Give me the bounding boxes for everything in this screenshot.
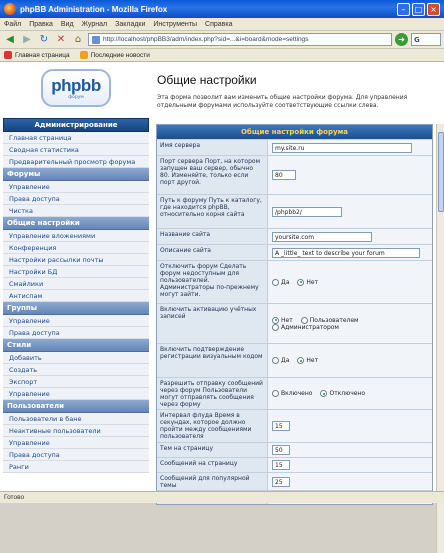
scroll-thumb[interactable]	[438, 132, 444, 212]
bookmark-home[interactable]	[4, 51, 70, 59]
row-email-form	[157, 377, 432, 409]
sidebar-link[interactable]: Чистка	[3, 205, 149, 217]
radio-button[interactable]	[301, 317, 308, 324]
radio-button[interactable]	[272, 279, 279, 286]
back-arrow-icon[interactable]: ◀	[6, 34, 14, 45]
radio-button[interactable]	[272, 390, 279, 397]
sidebar-link[interactable]: Экспорт	[3, 376, 149, 388]
field-label: Сообщений для популярной темы	[157, 473, 268, 490]
sidebar-link[interactable]: Права доступа	[3, 327, 149, 339]
bookmark-news[interactable]	[80, 51, 150, 59]
domain-input[interactable]: my.site.ru	[272, 143, 412, 153]
firefox-icon	[4, 3, 16, 15]
close-button[interactable]: ×	[427, 3, 440, 16]
sidebar-link[interactable]: Пользователи в бане	[3, 413, 149, 425]
main-content	[153, 62, 436, 491]
sidebar-link[interactable]: Ранги	[3, 461, 149, 473]
row-activation	[157, 303, 432, 343]
navigation-toolbar	[0, 31, 444, 49]
search-input[interactable]	[411, 33, 441, 46]
sidebar-link[interactable]: Предварительный просмотр форума	[3, 156, 149, 168]
site-desc-input[interactable]: A _little_ text to describe your forum	[272, 248, 420, 258]
sidebar-link[interactable]: Неактивные пользователи	[3, 425, 149, 437]
reload-icon[interactable]: ↻	[39, 34, 49, 45]
sidebar-link[interactable]: Смайлики	[3, 278, 149, 290]
visual-confirm-radio-group	[268, 344, 432, 377]
sidebar-section-header: Стили	[3, 339, 149, 352]
activation-radio-group	[268, 304, 432, 343]
sidebar-link[interactable]: Конференция	[3, 242, 149, 254]
row-hot-threshold	[157, 472, 432, 490]
status-text: Готово	[4, 494, 25, 501]
field-label: Интервал флуда Время в секундах, которое должно пройти между сообщениями пользователя	[157, 410, 268, 442]
menu-bookmarks[interactable]: Закладки	[115, 20, 146, 28]
row-site-desc	[157, 244, 432, 260]
menu-tools[interactable]: Инструменты	[153, 20, 198, 28]
field-label: Название сайта	[157, 229, 268, 244]
field-label: Отключить форум Сделать форум недоступным для пользователей. Администраторы по-прежнему могут зайти.	[157, 261, 268, 303]
row-script-path	[157, 194, 432, 228]
disable-radio-group	[268, 261, 432, 303]
field-label: Включить активацию учётных записей	[157, 304, 268, 343]
sidebar-link[interactable]: Права доступа	[3, 193, 149, 205]
radio-option[interactable]: Администратором	[272, 324, 339, 331]
bookmark-label: Главная страница	[15, 51, 70, 59]
radio-option[interactable]: Пользователем	[301, 317, 359, 324]
sidebar-link[interactable]: Настройки рассылки почты	[3, 254, 149, 266]
url-text: http://localhost/phpBB3/adm/index.php?sid=...&i=board&mode=settings	[103, 36, 309, 43]
radio-button[interactable]	[272, 324, 279, 331]
radio-option[interactable]: Да	[272, 279, 289, 286]
google-icon: G	[414, 35, 420, 44]
minimize-button[interactable]: –	[397, 3, 410, 16]
bookmark-label: Последние новости	[90, 51, 150, 59]
url-bar[interactable]	[88, 33, 392, 46]
field-label: Описание сайта	[157, 245, 268, 260]
sidebar-link[interactable]: Антиспам	[3, 290, 149, 302]
flood-interval-input[interactable]: 15	[272, 421, 290, 431]
menu-file[interactable]: Файл	[4, 20, 22, 28]
sidebar-nav-list	[3, 132, 149, 473]
sidebar-link[interactable]: Управление	[3, 181, 149, 193]
sidebar-link[interactable]: Настройки БД	[3, 266, 149, 278]
sidebar-link[interactable]: Управление	[3, 388, 149, 400]
row-disable	[157, 260, 432, 303]
page-viewport	[0, 62, 444, 491]
sidebar-link[interactable]: Управление	[3, 315, 149, 327]
phpbb-logo[interactable]: phpbb форум	[41, 69, 111, 107]
radio-button[interactable]	[297, 357, 304, 364]
forward-arrow-icon[interactable]: ▶	[23, 34, 31, 45]
field-label: Включить подтверждение регистрации визуальным кодом	[157, 344, 268, 377]
sidebar-link[interactable]: Добавить	[3, 352, 149, 364]
window-titlebar	[0, 0, 444, 18]
sidebar-section-header: Группы	[3, 302, 149, 315]
sidebar-link[interactable]: Права доступа	[3, 449, 149, 461]
bookmarks-toolbar	[0, 49, 444, 62]
rss-icon	[80, 51, 88, 59]
row-topics-per-page	[157, 442, 432, 457]
row-visual-confirm	[157, 343, 432, 377]
sidebar-link[interactable]: Управление вложениями	[3, 230, 149, 242]
menu-bar	[0, 18, 444, 31]
row-domain	[157, 139, 432, 155]
row-flood-interval	[157, 409, 432, 442]
email-form-radio-group	[268, 378, 432, 409]
settings-form	[156, 124, 433, 505]
radio-option[interactable]: Да	[272, 357, 289, 364]
field-label: Имя сервера	[157, 140, 268, 155]
port-input[interactable]: 80	[272, 170, 296, 180]
radio-option[interactable]: Нет	[272, 317, 293, 324]
radio-option[interactable]: Нет	[297, 357, 318, 364]
radio-option[interactable]: Нет	[297, 279, 318, 286]
radio-button[interactable]	[272, 357, 279, 364]
topics-per-page-input[interactable]: 50	[272, 445, 290, 455]
row-port	[157, 155, 432, 194]
field-label: Порт сервера Порт, на котором запущен ваш сервер, обычно 80. Изменяйте, только если порт другой.	[157, 156, 268, 194]
sidebar-link[interactable]: Сводная статистика	[3, 144, 149, 156]
stop-icon[interactable]: ✕	[56, 34, 66, 45]
menu-edit[interactable]: Правка	[29, 20, 53, 28]
sidebar-link[interactable]: Создать	[3, 364, 149, 376]
go-arrow-icon[interactable]: ➜	[395, 33, 408, 46]
field-label: Сообщений на страницу	[157, 458, 268, 472]
field-label: Путь к форуму Путь к каталогу, где находится phpBB, относительно корня сайта	[157, 195, 268, 228]
menu-view[interactable]: Вид	[60, 20, 74, 28]
row-sitename	[157, 228, 432, 244]
radio-button[interactable]	[297, 279, 304, 286]
posts-per-page-input[interactable]: 15	[272, 460, 290, 470]
page-icon	[92, 36, 100, 44]
row-posts-per-page	[157, 457, 432, 472]
sidebar-link[interactable]: Управление	[3, 437, 149, 449]
sidebar-link[interactable]: Главная страница	[3, 132, 149, 144]
field-label: Разрешить отправку сообщений через форум Пользователи могут отправлять сообщения через форму	[157, 378, 268, 409]
sidebar-section-header: Общие настройки	[3, 217, 149, 230]
field-label: Тем на страницу	[157, 443, 268, 457]
radio-option[interactable]: Отключено	[320, 390, 365, 397]
hot-threshold-input[interactable]: 25	[272, 477, 290, 487]
admin-sidebar	[3, 64, 149, 491]
sitename-input[interactable]: yoursite.com	[272, 232, 372, 242]
sidebar-section-header: Пользователи	[3, 400, 149, 413]
home-icon[interactable]: ⌂	[74, 34, 82, 45]
logo-area	[3, 64, 149, 112]
maximize-button[interactable]: □	[412, 3, 425, 16]
script-path-input[interactable]: /phpbb2/	[272, 207, 342, 217]
sidebar-section-header: Форумы	[3, 168, 149, 181]
radio-option[interactable]: Включено	[272, 390, 312, 397]
vertical-scrollbar[interactable]	[436, 124, 444, 553]
status-bar	[0, 491, 444, 503]
menu-help[interactable]: Справка	[205, 20, 233, 28]
page-title: Общие настройки	[157, 73, 257, 87]
sidebar-header: Администрирование	[3, 118, 149, 132]
radio-button[interactable]	[272, 317, 279, 324]
radio-button[interactable]	[320, 390, 327, 397]
window-title: phpBB Administration - Mozilla Firefox	[20, 4, 168, 14]
menu-history[interactable]: Журнал	[81, 20, 108, 28]
bookmark-icon	[4, 51, 12, 59]
page-intro: Эта форма позволит вам изменить общие настройки форума. Для управления отдельными форумами используйте соответствующие ссылки слева.	[157, 94, 408, 109]
settings-table-header: Общие настройки форума	[157, 125, 432, 139]
